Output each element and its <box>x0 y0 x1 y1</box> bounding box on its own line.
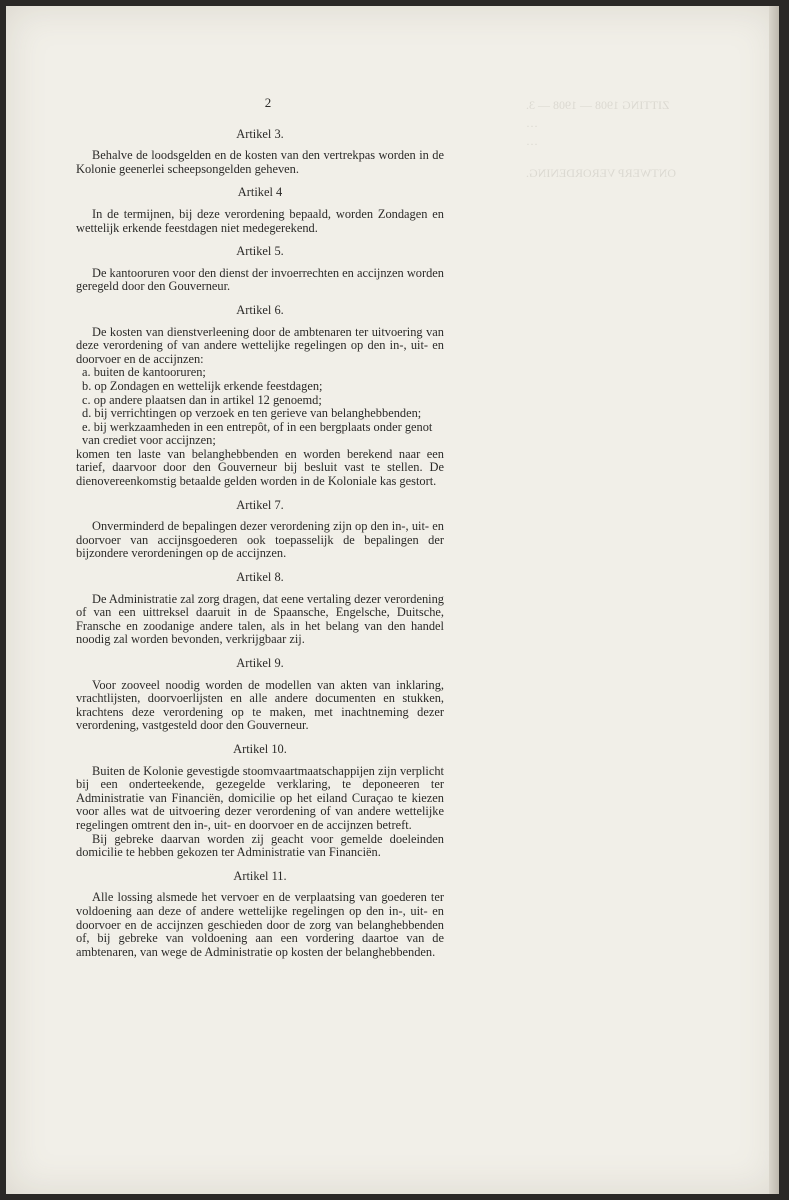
article-paragraph: De Administratie zal zorg dragen, dat eene vertaling dezer verordening of van een uittreksel daaruit in de Spaansche, Engelsche, Duitsche, Fransche en zoodanige andere talen, als in het belang van den handel noodig zal worden bevonden, verkrijgbaar zij. <box>76 591 444 647</box>
article-closing: komen ten laste van belanghebbenden en worden berekend naar een tarief, daarvoor door den Gouverneur bij besluit vast te stellen. De dienovereenkomstig betaalde gelden worden in de Koloniale kas gestort. <box>76 446 444 489</box>
article-list-item: b. op Zondagen en wettelijk erkende feestdagen; <box>82 378 323 393</box>
article-list-item: a. buiten de kantooruren; <box>82 365 206 380</box>
page-edge <box>769 6 779 1194</box>
article-paragraph: Buiten de Kolonie gevestigde stoomvaartmaatschappijen zijn verplicht bij een onderteekende, gezegelde verklaring, te deponeeren ter Administratie van Financiën, domicilie op het eiland Curaçao te kiezen voor alles wat de uitvoering dezer verordening of van andere wettelijke regelingen omtrent den in-, uit- en doorvoer en de accijnzen betreft. <box>76 763 444 832</box>
article-heading: Artikel 9. <box>236 656 284 670</box>
article-heading: Artikel 10. <box>233 741 287 756</box>
article-heading: Artikel 6. <box>236 302 284 317</box>
article-paragraph: Bij gebreke daarvan worden zij geacht voor gemelde doeleinden domicilie te hebben gekozen ter Administratie van Financiën. <box>76 831 444 860</box>
article-list-item: e. bij werkzaamheden in een entrepôt, of in een bergplaats onder genot van crediet voor accijnzen; <box>82 419 433 448</box>
article-paragraph: Alle lossing alsmede het vervoer en de verplaatsing van goederen ter voldoening aan deze of andere wettelijke regelingen op den in-, uit- en doorvoer en de accijnzen geschieden door de zorg van belanghebbenden of, bij gebreke van voldoening aan een vordering daartoe van de ambtenaren, van wege de Administratie op kosten der belanghebbenden. <box>76 890 444 959</box>
article-intro: De kosten van dienstverleening door de ambtenaren ter uitvoering van deze verordening of van andere wettelijke regelingen op den in-, uit- en doorvoer en de accijnzen: <box>76 324 444 366</box>
article-heading: Artikel 11. <box>233 868 287 883</box>
document-text <box>76 96 444 959</box>
article-heading: Artikel 7. <box>236 497 284 512</box>
article-heading: Artikel 5. <box>236 244 284 259</box>
article-heading: Artikel 8. <box>236 570 284 585</box>
article-paragraph: Onverminderd de bepalingen dezer verordening zijn op den in-, uit- en doorvoer van accijnsgoederen ook toepasselijk de bepalingen der bijzondere verordeningen op de accijnzen. <box>76 519 444 561</box>
bleed-through-text: ZITTING 1908 — 1908 — 3. … … ONTWERP VERORDENING. <box>526 98 676 180</box>
article-list-item: c. op andere plaatsen dan in artikel 12 genoemd; <box>82 392 322 407</box>
article-heading: Artikel 3. <box>236 126 284 141</box>
article-list-item: d. bij verrichtingen op verzoek en ten gerieve van belanghebbenden; <box>82 406 422 421</box>
article-paragraph: Behalve de loodsgelden en de kosten van den vertrekpas worden in de Kolonie geenerlei scheepsongelden geheven. <box>76 148 444 176</box>
article-paragraph: De kantooruren voor den dienst der invoerrechten en accijnzen worden geregeld door den Gouverneur. <box>76 265 444 294</box>
page-number: 2 <box>264 95 272 110</box>
document-page <box>6 6 779 1194</box>
article-paragraph: In de termijnen, bij deze verordening bepaald, worden Zondagen en wettelijk erkende feestdagen niet medegerekend. <box>76 206 444 235</box>
article-heading: Artikel 4 <box>237 185 283 200</box>
article-paragraph: Voor zooveel noodig worden de modellen van akten van inklaring, vrachtlijsten, doorvoerlijsten en alle andere documenten en stukken, krachtens deze verordening op te maken, met inachtneming dezer verordening, vastgesteld door den Gouverneur. <box>76 677 444 733</box>
